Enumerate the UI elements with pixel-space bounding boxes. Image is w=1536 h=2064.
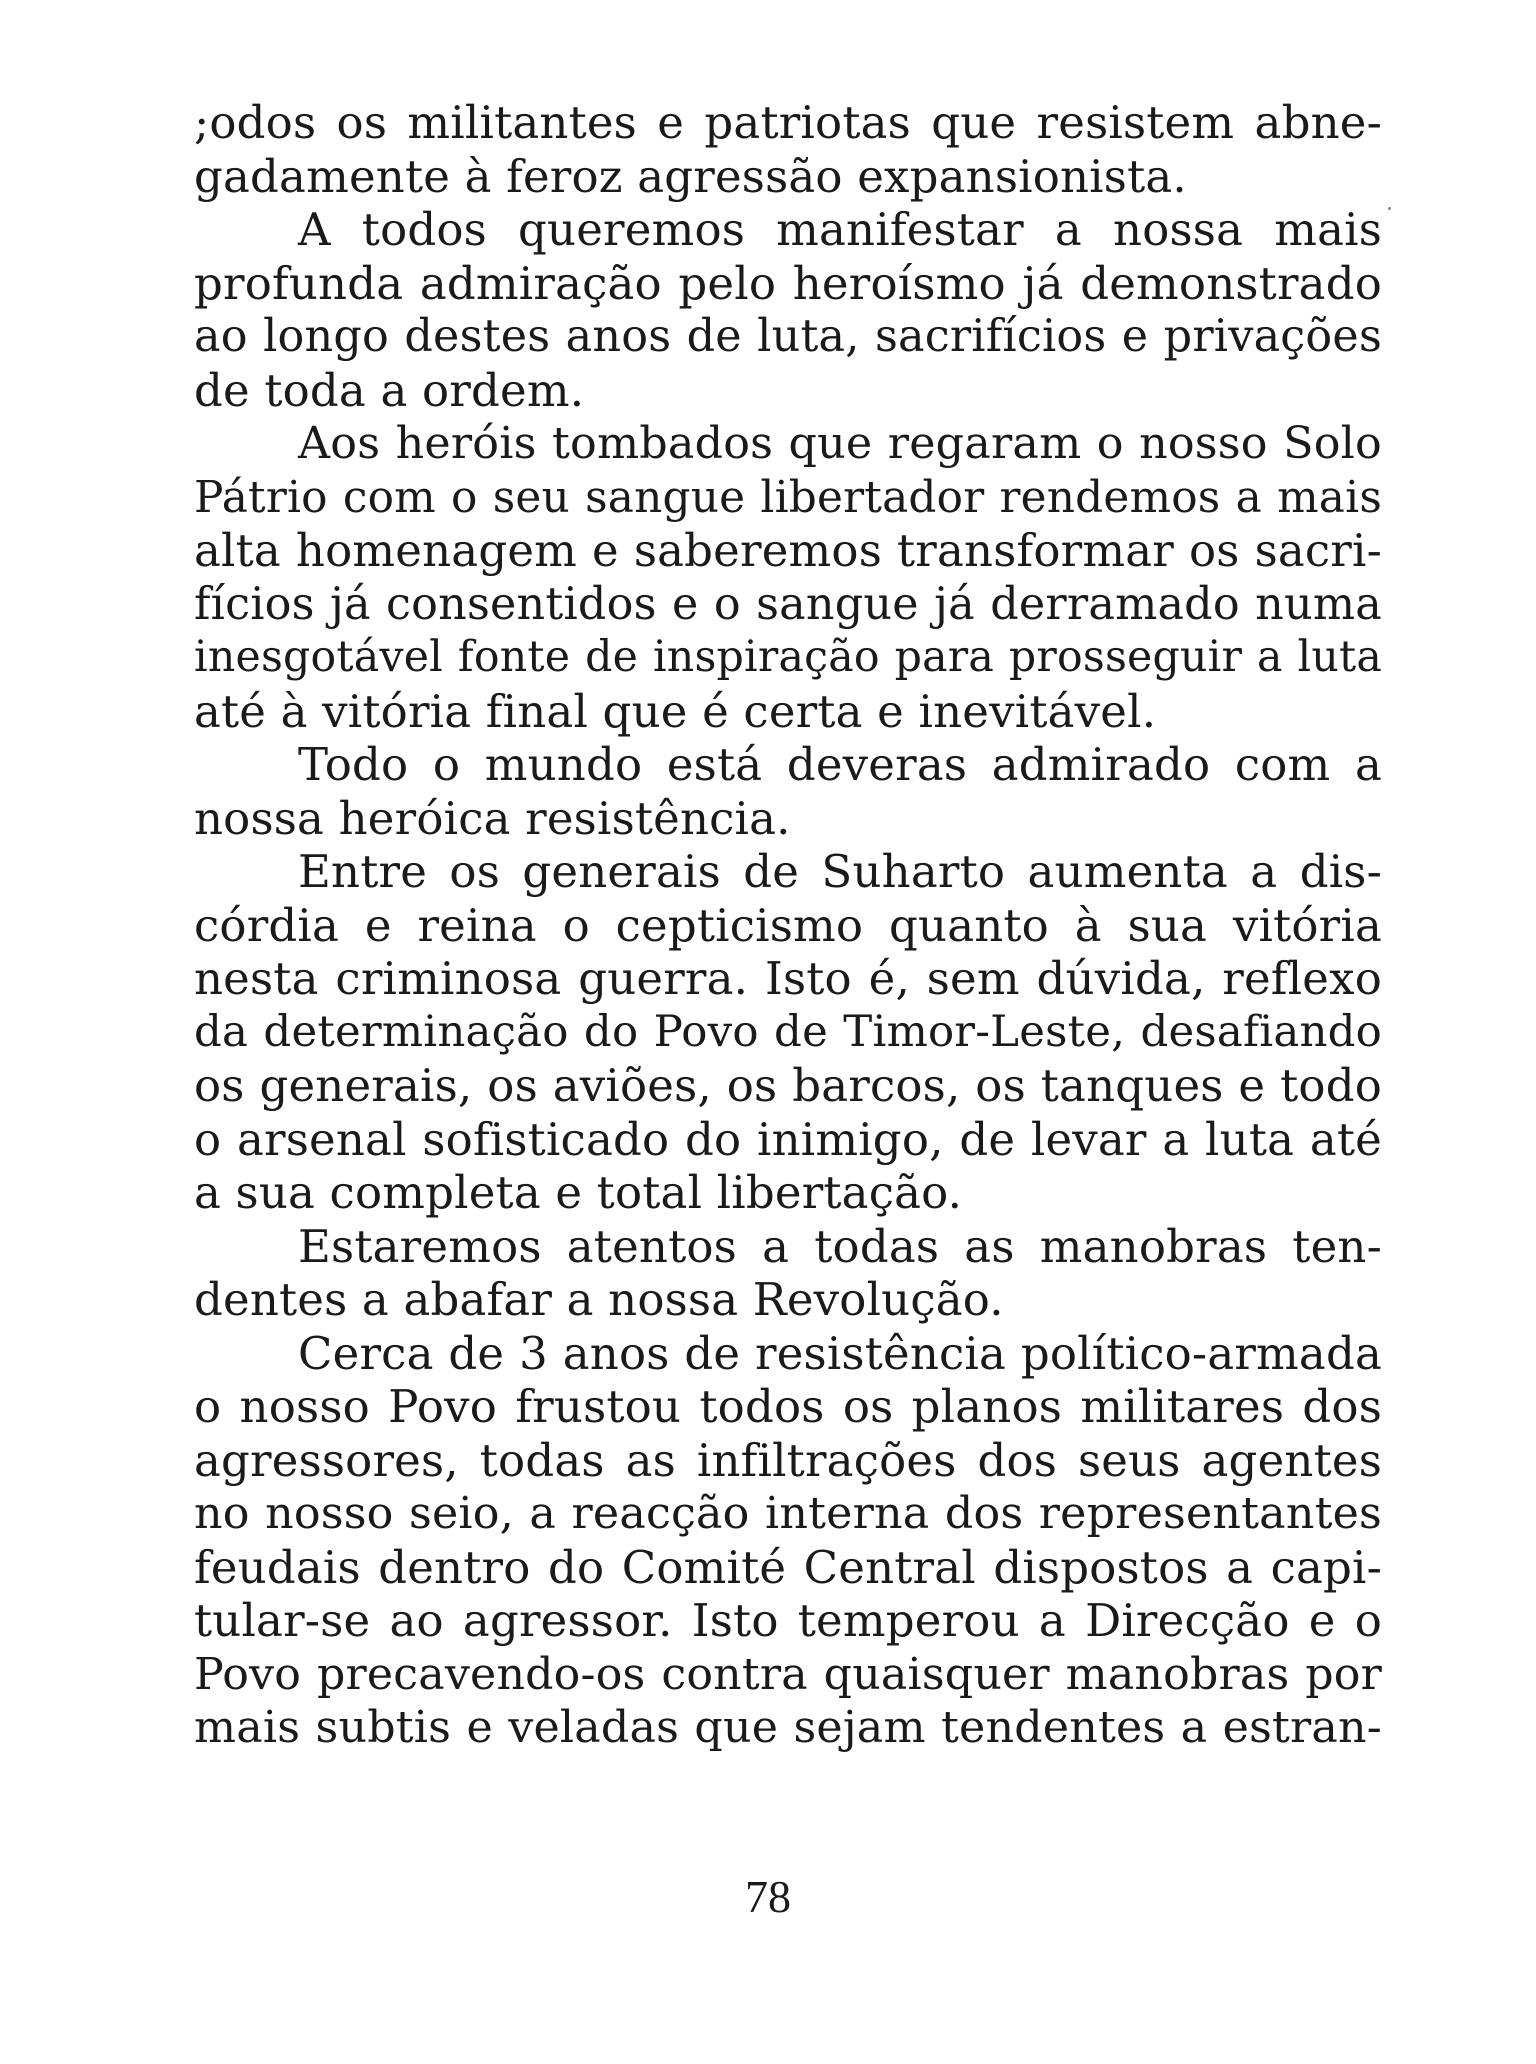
text-line: Entre os generais de Suharto aumenta a dis- (298, 845, 1382, 898)
text-line: inesgotável fonte de inspiração para prosseguir a luta (194, 632, 1382, 682)
text-line: de toda a ordem. (194, 363, 585, 417)
text-line: Pátrio com o seu sangue libertador rendemos a mais (194, 471, 1382, 523)
text-line: alta homenagem e saberemos transformar os sacri- (194, 524, 1382, 577)
text-line: a sua completa e total libertação. (194, 1166, 963, 1219)
text-line: dentes a abafar a nossa Revolução. (194, 1273, 1004, 1326)
text-line: ao longo destes anos de luta, sacrifícios e privações (194, 311, 1382, 362)
scan-speck (1388, 207, 1391, 210)
text-line: Estaremos atentos a todas as manobras ten- (298, 1219, 1382, 1273)
text-line: tular-se ao agressor. Isto temperou a Direcção e o (194, 1594, 1382, 1647)
text-line: Cerca de 3 anos de resistência político-armada (298, 1326, 1382, 1380)
text-line: profunda admiração pelo heroísmo já demonstrado (194, 256, 1382, 310)
text-line: fícios já consentidos e o sangue já derramado numa (194, 578, 1382, 630)
text-line: da determinação do Povo de Timor-Leste, desafiando (194, 1006, 1382, 1057)
text-line: ;odos os militantes e patriotas que resistem abne- (194, 96, 1382, 149)
text-line: nossa heróica resistência. (194, 791, 791, 845)
text-line: os generais, os aviões, os barcos, os tanques e todo (194, 1059, 1382, 1112)
text-line: no nosso seio, a reacção interna dos representantes (194, 1488, 1382, 1539)
text-line: agressores, todas as infiltrações dos seus agentes (194, 1433, 1382, 1487)
page-number: 78 (745, 1871, 791, 1922)
text-line: Povo precavendo-os contra quaisquer manobras por (194, 1648, 1382, 1700)
text-line: Aos heróis tombados que regaram o nosso Solo (298, 418, 1382, 469)
text-line: nesta criminosa guerra. Isto é, sem dúvida, reflexo (194, 952, 1382, 1005)
text-line: Todo o mundo está deveras admirado com a (298, 738, 1382, 791)
text-line: gadamente à feroz agressão expansionista. (194, 149, 1187, 203)
text-line: feudais dentro do Comité Central dispostos a capi- (194, 1540, 1382, 1594)
text-line: o arsenal sofisticado do inimigo, de levar a luta até (194, 1112, 1382, 1166)
text-line: até à vitória final que é certa e inevitável. (194, 684, 1157, 738)
text-line: mais subtis e veladas que sejam tendentes a estran- (194, 1702, 1382, 1753)
text-line: córdia e reina o cepticismo quanto à sua vitória (194, 898, 1382, 952)
body-text (194, 96, 1382, 1755)
text-line: o nosso Povo frustou todos os planos militares dos (194, 1380, 1382, 1433)
text-line: A todos queremos manifestar a nossa mais (298, 203, 1382, 256)
